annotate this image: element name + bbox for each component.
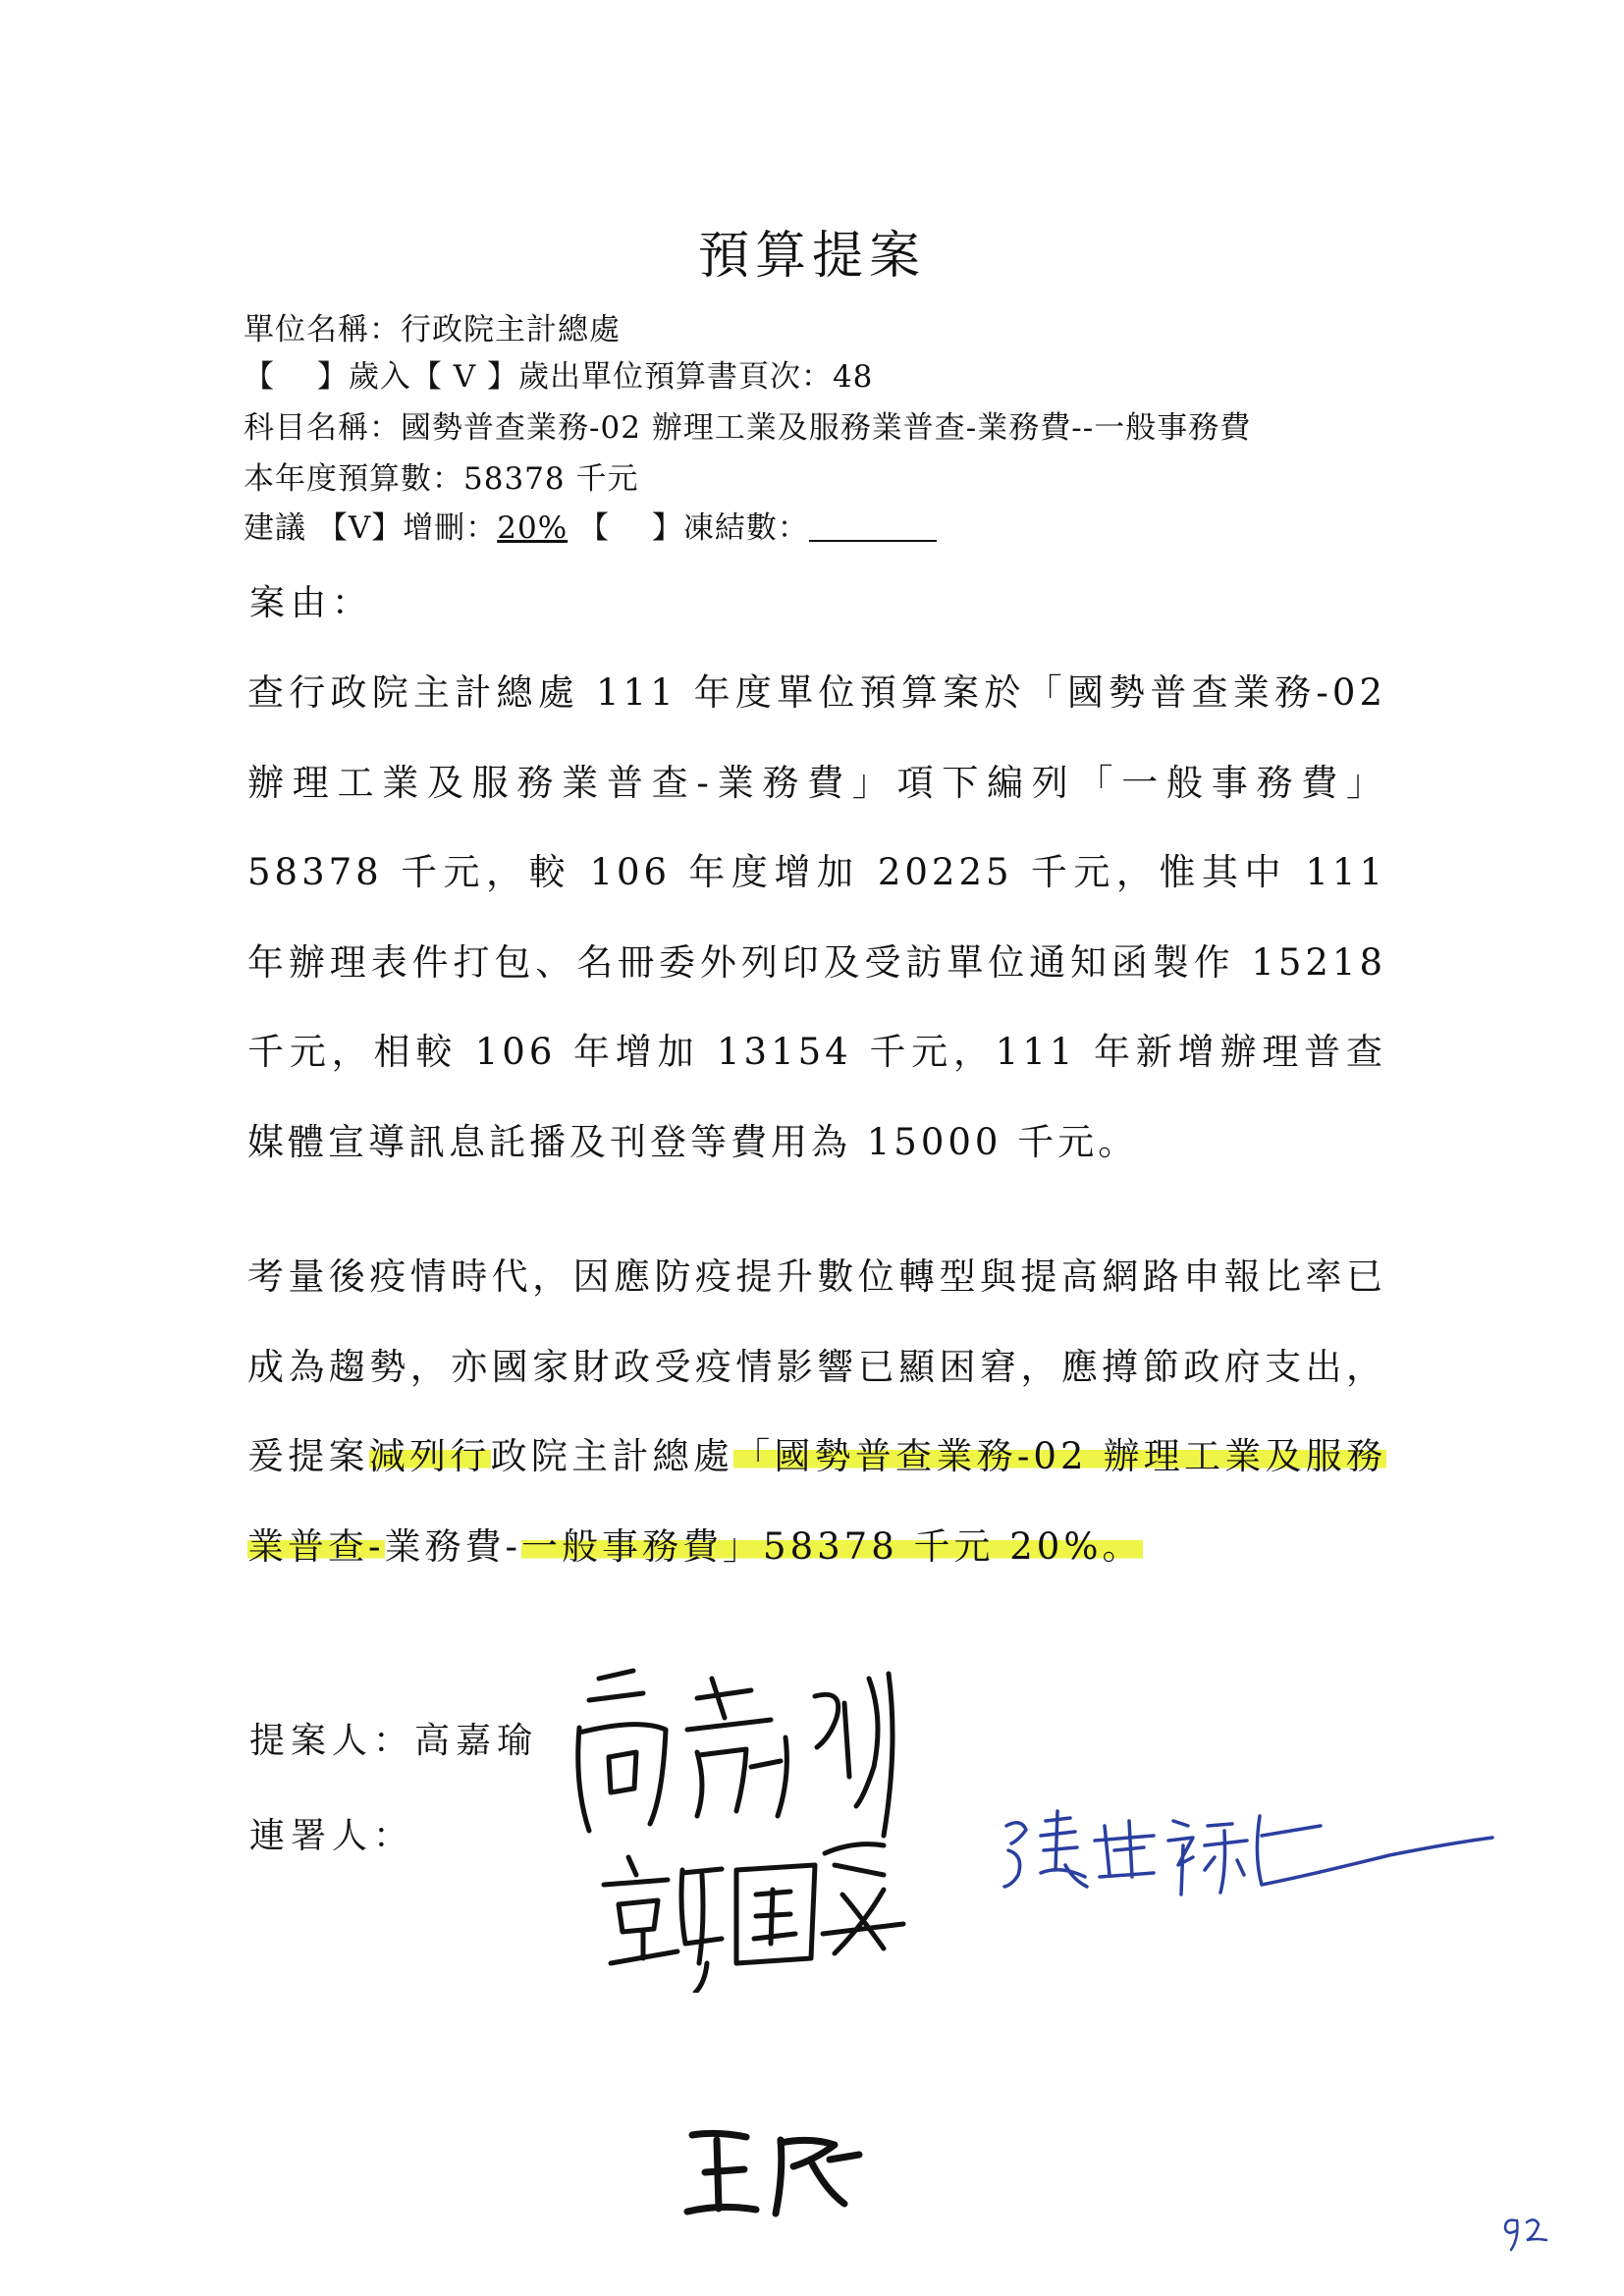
p2-text-a: 考量後疫情時代，因應防疫提升數位轉型與提高網路申報比率已成為趨勢，亦國家財政受疫情影響已顯困窘，應撙節政府支出，爰提案 — [247, 1255, 1386, 1477]
signature-4-image — [677, 2115, 874, 2233]
signature-1-image — [550, 1659, 943, 1845]
suggestion-percent: 20% — [497, 510, 568, 546]
annual-budget: 本年度預算數：58378 千元 — [244, 461, 639, 497]
reason-label: 案由： — [249, 583, 374, 623]
budget-page-line: 【 】歲入【 V 】歲出單位預算書頁次：48 — [244, 359, 874, 395]
page-number-handwriting — [1497, 2209, 1556, 2253]
document-title: 預算提案 — [697, 227, 926, 286]
reason-paragraph-2 — [247, 1232, 1386, 1591]
reason-paragraph-1: 查行政院主計總處 111 年度單位預算案於「國勢普查業務-02 辦理工業及服務業普查-業務費」項下編列「一般事務費」58378 千元，較 106 年度增加 20225 千元，惟其中 111 年辦理表件打包、名冊委外列印及受訪單位通知函製作 15218 千元，相較 106 年增加 13154 千元，111 年新增辦理普查媒體宣導訊息託播及刊登等費用為 15000 千元。 — [247, 671, 1402, 1163]
freeze-blank — [809, 510, 937, 542]
proposer-line: 提案人：高嘉瑜 — [249, 1721, 539, 1761]
suggestion-line — [244, 503, 937, 547]
suggestion-prefix: 建議 【V】增刪： — [244, 510, 498, 546]
p2-text-c: 業務費- — [384, 1524, 522, 1568]
page-number — [1497, 2209, 1556, 2257]
p2-text-b: 政院主計總處 — [490, 1435, 734, 1477]
unit-name: 單位名稱：行政院主計總處 — [244, 312, 621, 347]
signature-3-image — [997, 1796, 1507, 1904]
p2-highlight-1: 減列行 — [368, 1435, 491, 1477]
cosigner-label: 連署人： — [249, 1816, 415, 1856]
freeze-label: 【 】凍結數： — [568, 510, 809, 546]
p2-highlight-2: 「國勢普查業務-02 辦理工業及服務業普查- — [247, 1435, 1387, 1568]
subject-name: 科目名稱：國勢普查業務-02 辦理工業及服務業普查-業務費--一般事務費 — [244, 410, 1252, 446]
signature-2-image — [589, 1836, 913, 1993]
p2-highlight-3: 一般事務費」58378 千元 20%。 — [521, 1524, 1143, 1568]
